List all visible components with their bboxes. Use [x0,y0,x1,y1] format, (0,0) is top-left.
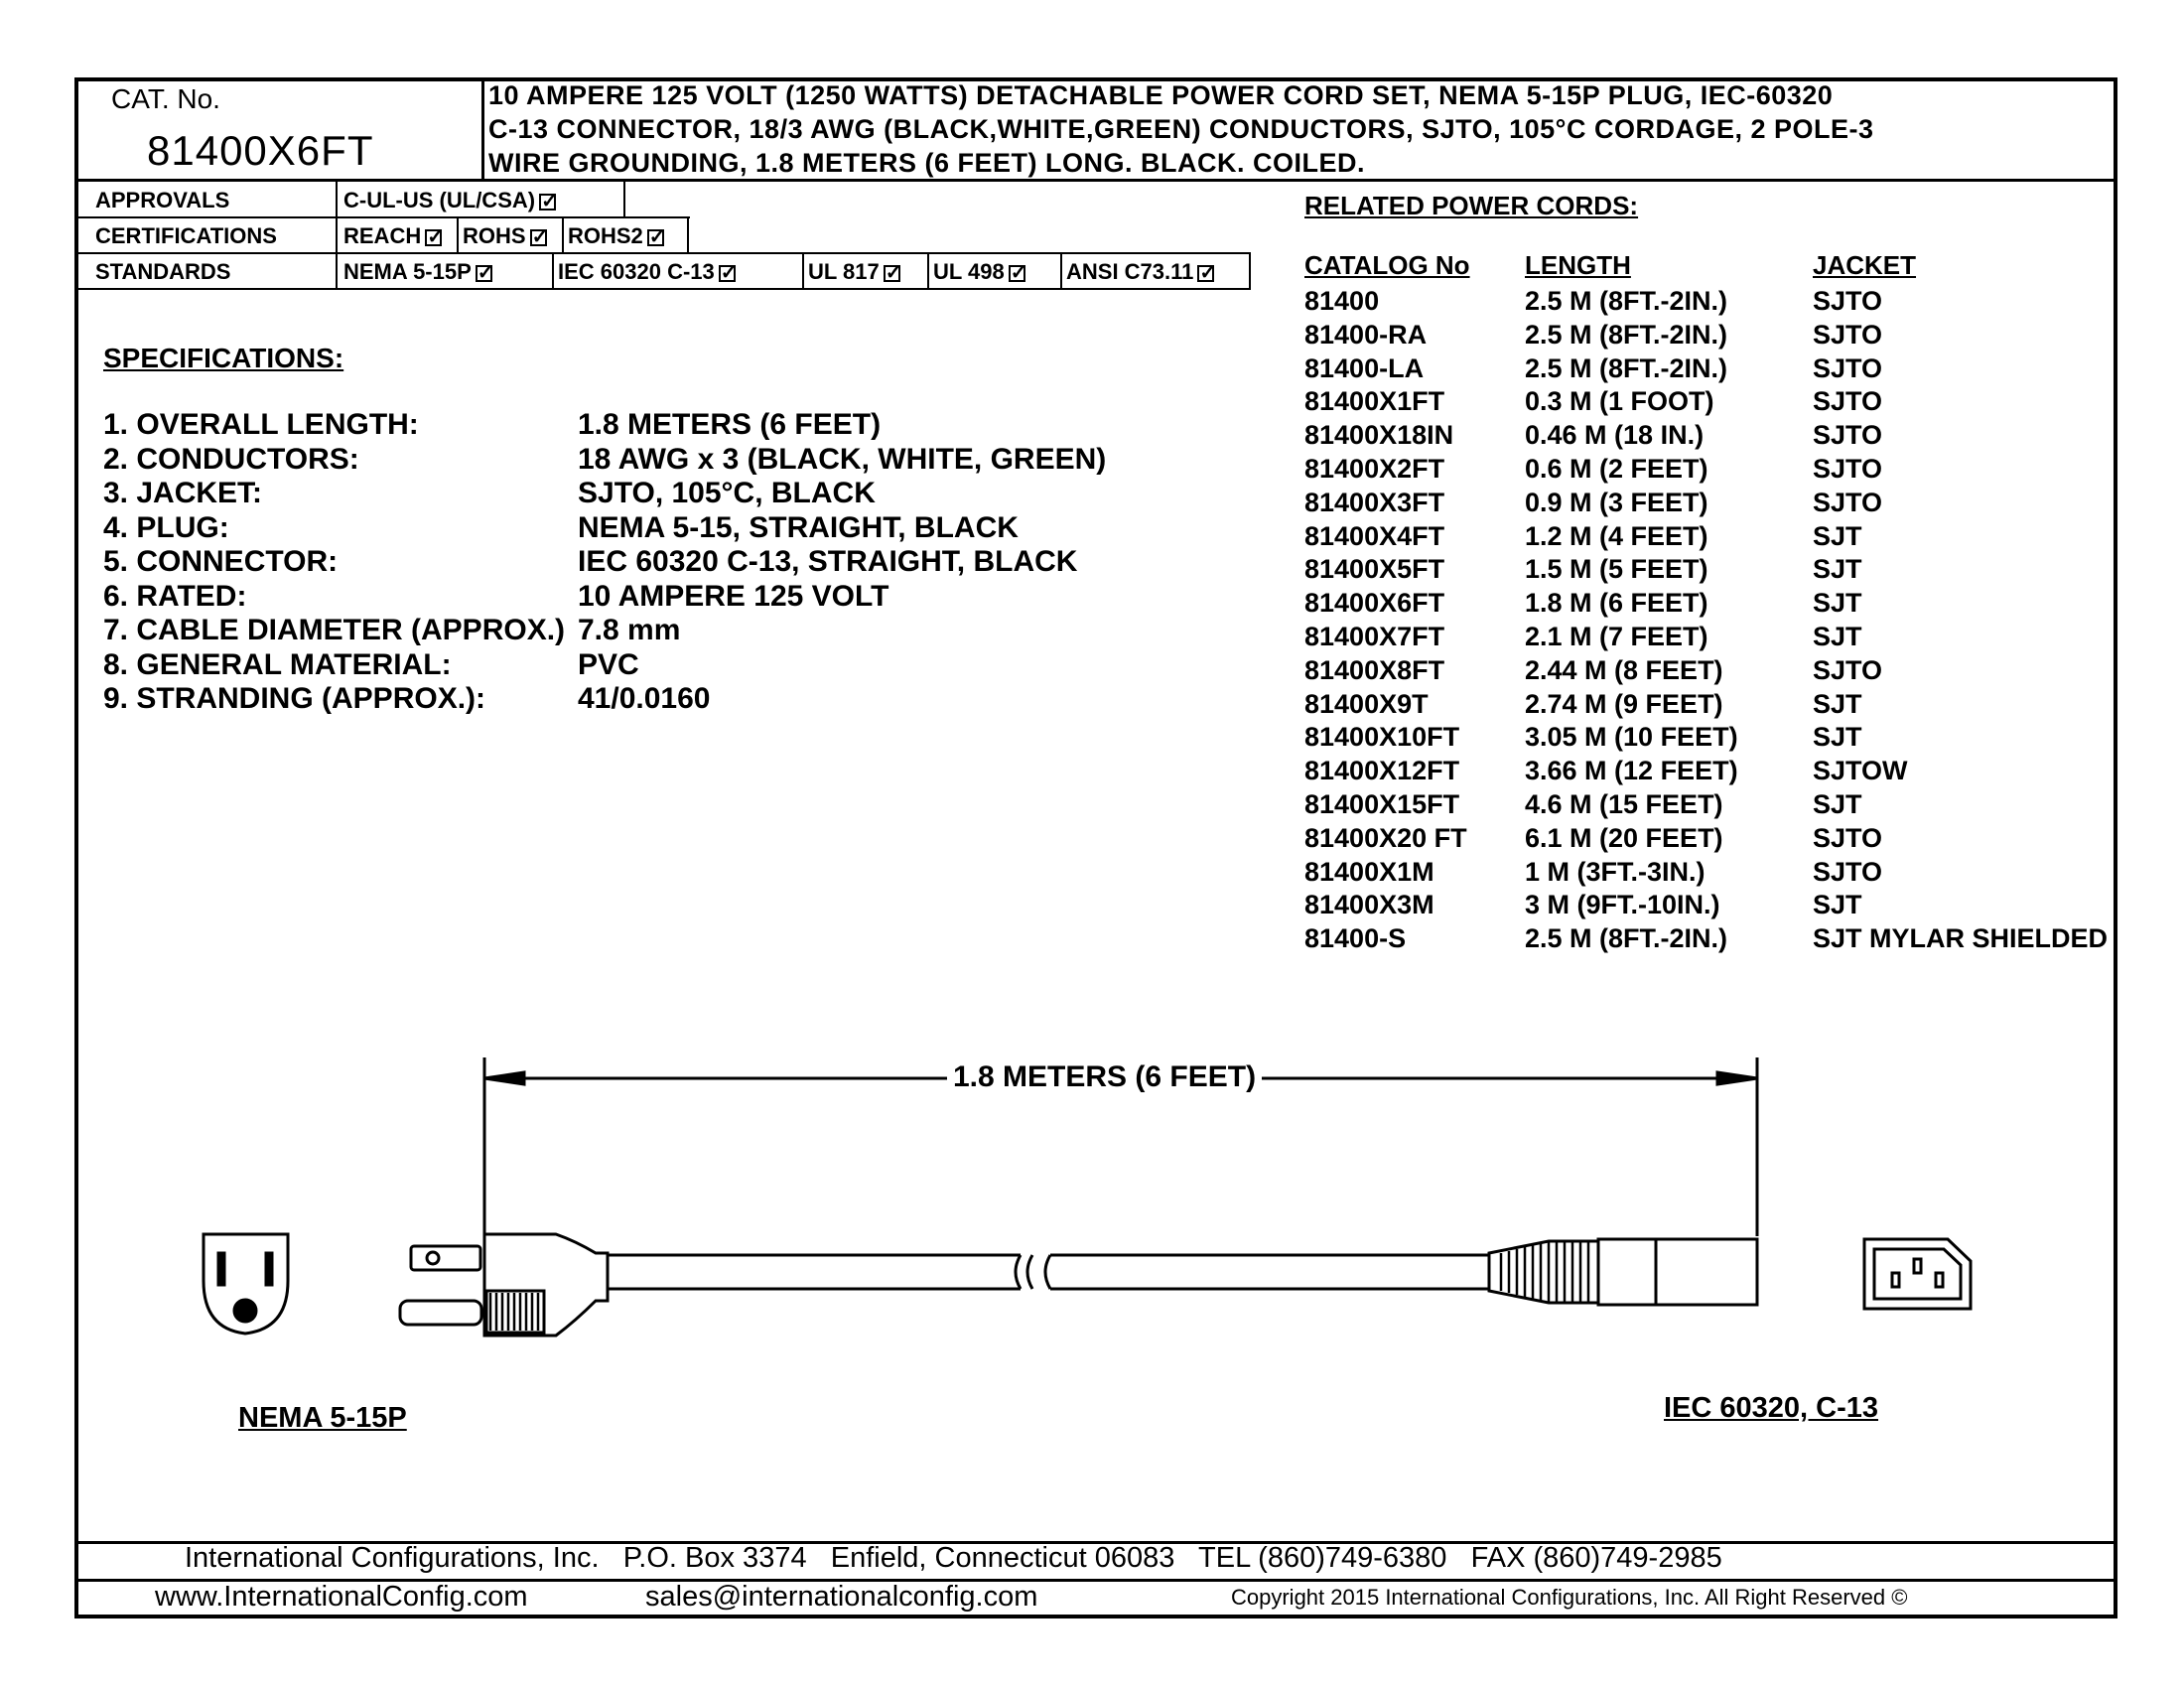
related-row-length: 2.1 M (7 FEET) [1525,622,1708,651]
certifications-label: CERTIFICATIONS [95,223,277,248]
related-row-length: 3 M (9FT.-10IN.) [1525,890,1720,920]
related-row-catalog: 81400X1FT [1304,386,1445,417]
related-row-catalog: 81400X15FT [1304,789,1460,819]
related-row-jacket: SJTO [1813,286,1883,316]
standard-item-label: UL 817 [808,259,880,284]
related-row-jacket: SJTO [1813,319,1883,350]
copyright: Copyright 2015 International Configurations, Inc. All Right Reserved © [1231,1585,1908,1610]
cat-number: 81400X6FT [147,127,374,174]
related-row-length: 1.2 M (4 FEET) [1525,520,1708,551]
related-row-catalog: 81400-S [1304,923,1407,954]
spec-label: 3. JACKET: [103,477,263,509]
iec-connector-face-icon [1864,1239,1971,1309]
related-row-jacket: SJT [1813,688,1862,719]
related-row-length: 1.5 M (5 FEET) [1525,554,1708,585]
related-header-catalog: CATALOG No [1304,250,1470,280]
related-row-jacket: SJTO [1813,386,1883,417]
specifications-title: SPECIFICATIONS: [103,343,344,373]
overall-length-dimension: 1.8 METERS (6 FEET) [947,1060,1262,1094]
related-row-length: 0.9 M (3 FEET) [1525,487,1708,517]
related-row-length: 2.5 M (8FT.-2IN.) [1525,319,1728,350]
related-row-jacket: SJT [1813,890,1862,920]
related-row-catalog: 81400X7FT [1304,622,1445,651]
related-row-catalog: 81400X12FT [1304,756,1460,786]
description-line-1: 10 AMPERE 125 VOLT (1250 WATTS) DETACHABLE POWER CORD SET, NEMA 5-15P PLUG, IEC-60320 [488,80,1834,110]
email-link[interactable]: sales@internationalconfig.com [645,1581,1038,1613]
related-row-catalog: 81400X18IN [1304,420,1454,451]
related-row-length: 6.1 M (20 FEET) [1525,822,1723,853]
related-row-length: 0.3 M (1 FOOT) [1525,386,1714,417]
plug-label: NEMA 5-15P [238,1402,407,1434]
spec-label: 7. CABLE DIAMETER (APPROX.) [103,614,566,646]
related-cords-title: RELATED POWER CORDS: [1304,191,1639,220]
spec-label: 4. PLUG: [103,511,229,544]
related-row-jacket: SJTO [1813,454,1883,484]
website-link[interactable]: www.InternationalConfig.com [155,1581,528,1613]
spec-label: 9. STRANDING (APPROX.): [103,682,486,715]
cable-icon [608,1255,1489,1289]
related-row-length: 0.46 M (18 IN.) [1525,420,1705,451]
related-row-catalog: 81400-LA [1304,352,1425,383]
spec-value: 10 AMPERE 125 VOLT [578,580,889,613]
related-row-jacket: SJTOW [1813,756,1908,786]
related-row-length: 2.44 M (8 FEET) [1525,654,1723,685]
spec-value: NEMA 5-15, STRAIGHT, BLACK [578,511,1019,544]
related-row-length: 2.5 M (8FT.-2IN.) [1525,286,1728,316]
related-row-length: 1 M (3FT.-3IN.) [1525,856,1706,887]
related-row-catalog: 81400X1M [1304,856,1434,887]
standard-item-label: NEMA 5-15P [343,259,472,284]
spec-value: 18 AWG x 3 (BLACK, WHITE, GREEN) [578,443,1107,476]
standard-item-label: ANSI C73.11 [1066,259,1194,284]
standards-label: STANDARDS [95,259,231,284]
related-row-jacket: SJTO [1813,822,1883,853]
description-line-3: WIRE GROUNDING, 1.8 METERS (6 FEET) LONG. BLACK. COILED. [488,148,1366,178]
spec-label: 6. RATED: [103,580,247,613]
related-row-jacket: SJT MYLAR SHIELDED [1813,923,2109,954]
plug-body-icon [400,1234,608,1336]
nema-plug-face-icon [204,1234,288,1334]
related-row-jacket: SJT [1813,554,1862,585]
related-row-jacket: SJTO [1813,352,1883,383]
certification-item-label: REACH [343,223,422,248]
related-row-length: 2.5 M (8FT.-2IN.) [1525,923,1728,954]
related-row-catalog: 81400X2FT [1304,454,1445,484]
approval-item-label: C-UL-US (UL/CSA) [343,188,536,212]
related-row-catalog: 81400X8FT [1304,654,1445,685]
spec-label: 5. CONNECTOR: [103,545,339,578]
related-row-jacket: SJTO [1813,487,1883,517]
description-line-2: C-13 CONNECTOR, 18/3 AWG (BLACK,WHITE,GREEN) CONDUCTORS, SJTO, 105°C CORDAGE, 2 POLE-3 [488,114,1874,144]
related-row-jacket: SJT [1813,789,1862,819]
plug-grip-lines [490,1293,538,1331]
connector-grip-lines [1501,1241,1588,1303]
spec-value: 7.8 mm [578,614,681,646]
connector-body-icon [1489,1239,1757,1305]
spec-label: 2. CONDUCTORS: [103,443,359,476]
related-row-jacket: SJTO [1813,856,1883,887]
related-header-length: LENGTH [1525,250,1631,280]
related-row-catalog: 81400X5FT [1304,554,1445,585]
approvals-label: APPROVALS [95,188,230,212]
related-row-catalog: 81400X10FT [1304,722,1460,753]
spec-label: 1. OVERALL LENGTH: [103,408,419,441]
cat-label: CAT. No. [111,83,220,114]
related-row-jacket: SJT [1813,722,1862,753]
related-row-length: 4.6 M (15 FEET) [1525,789,1723,819]
standard-item-label: UL 498 [933,259,1005,284]
related-row-length: 1.8 M (6 FEET) [1525,588,1708,619]
related-row-catalog: 81400X20 FT [1304,822,1467,853]
related-row-length: 0.6 M (2 FEET) [1525,454,1708,484]
related-row-jacket: SJT [1813,520,1862,551]
standard-item-label: IEC 60320 C-13 [558,259,715,284]
spec-value: 41/0.0160 [578,682,711,715]
certification-item-label: ROHS [463,223,526,248]
related-row-catalog: 81400X3FT [1304,487,1445,517]
related-row-jacket: SJT [1813,588,1862,619]
related-row-catalog: 81400X6FT [1304,588,1445,619]
spec-value: IEC 60320 C-13, STRAIGHT, BLACK [578,545,1078,578]
related-row-catalog: 81400-RA [1304,319,1428,350]
related-row-length: 2.5 M (8FT.-2IN.) [1525,352,1728,383]
connector-label: IEC 60320, C-13 [1664,1392,1879,1424]
related-row-length: 2.74 M (9 FEET) [1525,688,1723,719]
related-row-length: 3.05 M (10 FEET) [1525,722,1738,753]
related-header-jacket: JACKET [1813,250,1917,280]
spec-value: SJTO, 105°C, BLACK [578,477,876,509]
spec-value: PVC [578,648,639,681]
company-address: International Configurations, Inc. P.O. Box 3374 Enfield, Connecticut 06083 TEL (860)749-6380 FAX (860)749-2985 [185,1542,1722,1574]
related-row-catalog: 81400X4FT [1304,520,1445,551]
related-row-catalog: 81400X9T [1304,688,1429,719]
related-row-catalog: 81400 [1304,286,1380,316]
related-row-jacket: SJT [1813,622,1862,651]
spec-label: 8. GENERAL MATERIAL: [103,648,452,681]
spec-value: 1.8 METERS (6 FEET) [578,408,882,441]
related-row-catalog: 81400X3M [1304,890,1434,920]
related-row-jacket: SJTO [1813,420,1883,451]
related-row-jacket: SJTO [1813,654,1883,685]
certification-item-label: ROHS2 [568,223,643,248]
related-row-length: 3.66 M (12 FEET) [1525,756,1738,786]
